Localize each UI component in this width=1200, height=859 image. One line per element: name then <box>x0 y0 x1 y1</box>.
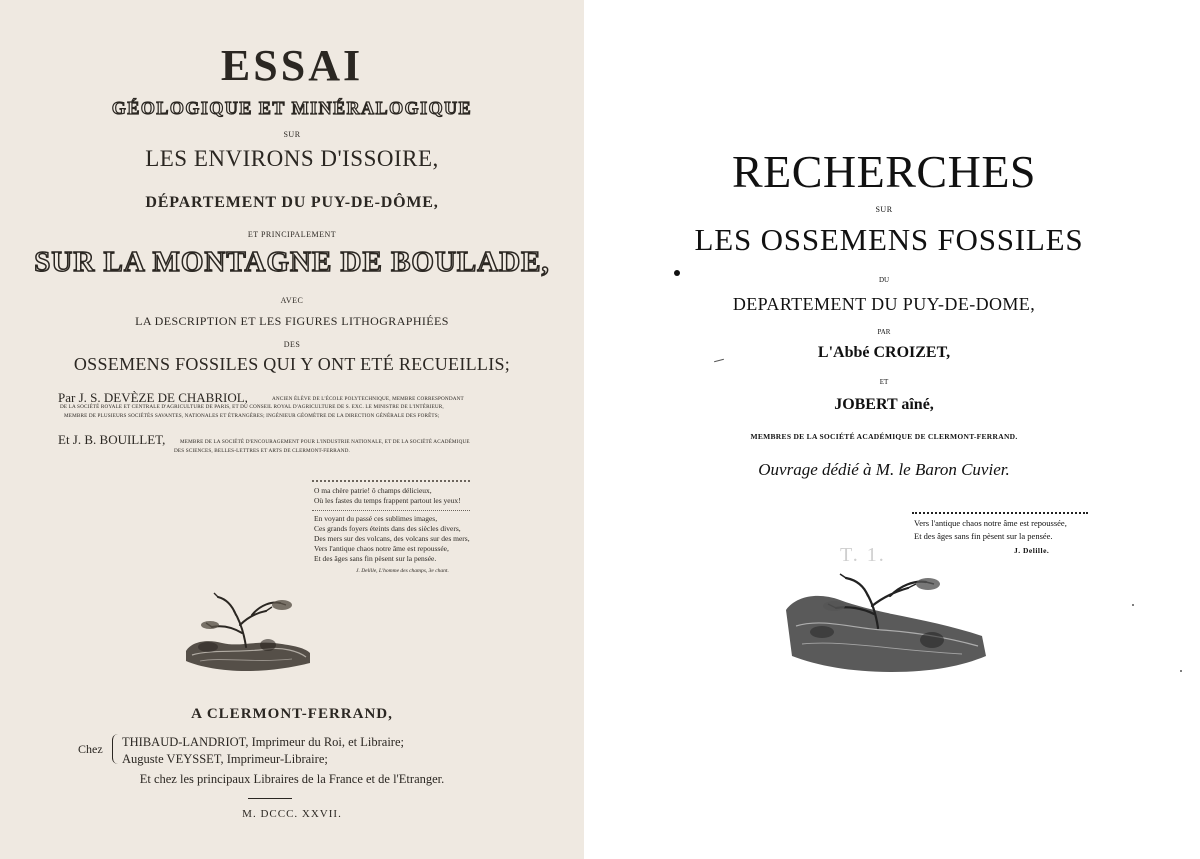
left-sur: SUR <box>283 130 301 139</box>
left-epigraph-line-5: Des mers sur des volcans, des volcans sur des mers, <box>314 534 470 543</box>
left-epigraph-line-1: O ma chère patrie! ô champs délicieux, <box>314 486 432 495</box>
left-subtitle: GÉOLOGIQUE ET MINÉRALOGIQUE <box>111 98 473 118</box>
left-brace <box>112 734 119 764</box>
left-description: LA DESCRIPTION ET LES FIGURES LITHOGRAPHIÉES <box>135 314 449 328</box>
right-epigraph-rule <box>912 512 1088 514</box>
left-author1-title-1: ANCIEN ÉLÈVE DE L'ÉCOLE POLYTECHNIQUE, MEMBRE CORRESPONDANT <box>272 396 464 402</box>
right-epigraph-attribution: J. Delille. <box>1014 546 1050 555</box>
right-epigraph-line-2: Et des âges sans fin pèsent sur la pensée. <box>914 531 1053 541</box>
left-epigraph-rule-top <box>312 480 470 482</box>
left-year: M. DCCC. XXVII. <box>242 808 342 820</box>
left-city: A CLERMONT-FERRAND, <box>191 706 393 722</box>
left-author1-title-3: MEMBRE DE PLUSIEURS SOCIÉTÉS SAVANTES, NATIONALES ET ÉTRANGÈRES; INGÉNIEUR GÉOMÈTRE DE LA DIRECTION GÉNÉRALE DES FORÊTS; <box>64 413 440 419</box>
right-author1: L'Abbé CROIZET, <box>817 344 951 361</box>
left-publisher-1: THIBAUD-LANDRIOT, Imprimeur du Roi, et Libraire; <box>122 735 404 749</box>
right-title-page <box>584 0 1200 859</box>
left-publisher-2: Auguste VEYSSET, Imprimeur-Libraire; <box>122 752 328 766</box>
left-des: DES <box>283 340 301 349</box>
left-title-page <box>0 0 584 859</box>
right-landscape-vignette <box>782 570 990 680</box>
left-epigraph-attribution: J. Delille, L'homme des champs, 3e chant. <box>356 568 449 574</box>
speck-1 <box>1132 604 1134 606</box>
left-chez: Chez <box>78 742 103 756</box>
right-author2: JOBERT aîné, <box>834 396 934 413</box>
right-sur: SUR <box>875 205 893 214</box>
right-departement: DEPARTEMENT DU PUY-DE-DOME, <box>732 294 1036 314</box>
left-epigraph-line-4: Ces grands foyers éteints dans des siècles divers, <box>314 524 461 533</box>
left-author2 <box>58 432 165 448</box>
right-et: ET <box>879 378 889 386</box>
left-ossemens: OSSEMENS FOSSILES QUI Y ONT ETÉ RECUEILLIS; <box>73 354 511 374</box>
right-library-stamp: T. 1. <box>840 544 886 566</box>
left-principalement: ET PRINCIPALEMENT <box>247 230 337 239</box>
right-membres: MEMBRES DE LA SOCIÉTÉ ACADÉMIQUE DE CLERMONT-FERRAND. <box>750 432 1018 441</box>
speck-2 <box>1180 670 1182 672</box>
left-author2-title-1: MEMBRE DE LA SOCIÉTÉ D'ENCOURAGEMENT POUR L'INDUSTRIE NATIONALE, ET DE LA SOCIÉTÉ ACADÉMIQUE <box>180 439 470 445</box>
left-epigraph-rule-mid <box>312 510 470 511</box>
left-avec: AVEC <box>280 296 304 305</box>
right-title: RECHERCHES <box>731 146 1037 197</box>
right-epigraph-line-1: Vers l'antique chaos notre âme est repoussée, <box>914 518 1067 528</box>
left-environs: LES ENVIRONS D'ISSOIRE, <box>145 146 439 171</box>
left-montagne: SUR LA MONTAGNE DE BOULADE, <box>34 246 550 278</box>
ink-blot <box>674 270 680 276</box>
left-epigraph-line-2: Où les fastes du temps frappent partout les yeux! <box>314 496 461 505</box>
right-du: DU <box>878 276 890 284</box>
right-ossemens: LES OSSEMENS FOSSILES <box>694 222 1084 257</box>
left-title: ESSAI <box>220 41 364 90</box>
left-epigraph-line-6: Vers l'antique chaos notre âme est repoussée, <box>314 544 449 553</box>
right-par: PAR <box>877 328 891 336</box>
left-epigraph-line-7: Et des âges sans fin pèsent sur la pensée. <box>314 554 437 563</box>
right-dedication: Ouvrage dédié à M. le Baron Cuvier. <box>758 460 1010 479</box>
left-departement: DÉPARTEMENT DU PUY-DE-DÔME, <box>145 194 439 211</box>
left-author1-title-2: DE LA SOCIÉTÉ ROYALE ET CENTRALE D'AGRICULTURE DE PARIS, ET DU CONSEIL ROYAL D'AGRICULTURE DE S. EXC. LE MINISTRE DE L'INTÉRIEUR, <box>60 404 444 410</box>
left-author2-name: Et J. B. BOUILLET, <box>58 432 166 447</box>
left-landscape-vignette <box>182 585 314 681</box>
left-publisher-3: Et chez les principaux Libraires de la France et de l'Etranger. <box>139 772 445 786</box>
left-author2-title-2: DES SCIENCES, BELLES-LETTRES ET ARTS DE CLERMONT-FERRAND. <box>174 448 350 454</box>
left-author1-name: Par J. S. DEVÈZE DE CHABRIOL, <box>58 390 248 405</box>
left-epigraph-line-3: En voyant du passé ces sublimes images, <box>314 514 438 523</box>
left-year-rule <box>248 798 292 799</box>
